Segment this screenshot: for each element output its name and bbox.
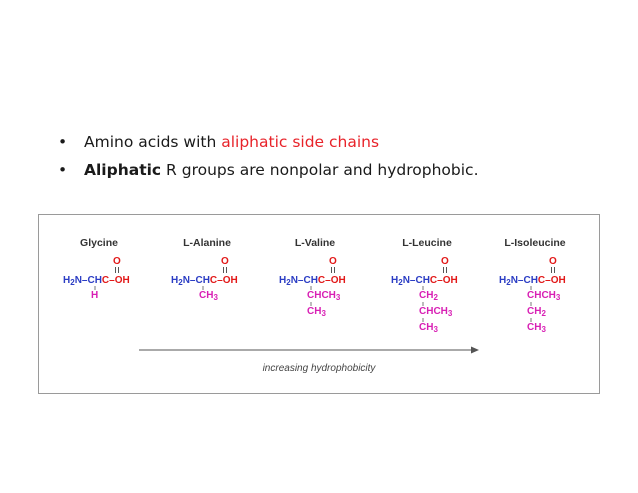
amino-acid-glycine (43, 215, 155, 345)
bullet-dot: • (58, 133, 68, 151)
side-chain-group: $CH_2$ (527, 306, 546, 318)
backbone-formula: $H_2N-CHC-OH$ (499, 275, 566, 287)
structure-formula (479, 253, 591, 348)
carbonyl-oxygen: O (221, 256, 229, 267)
arrow-label: increasing hydrophobicity (262, 363, 376, 374)
bullet-list (58, 128, 479, 184)
amino-acid-l-alanine (151, 215, 263, 345)
side-chain-group: $CH_3$ (199, 290, 218, 302)
structure-formula (151, 253, 263, 348)
backbone-formula: $H_2N-CHC-OH$ (391, 275, 458, 287)
side-chain-group: $CH_3$ (307, 306, 326, 318)
side-chain-group: $CHCH_3$ (419, 306, 453, 318)
amino-acid-name: L-Isoleucine (504, 237, 566, 249)
bullet-text: Amino acids with (84, 133, 222, 151)
bullet-bold-term: Aliphatic (84, 161, 162, 179)
structure-formula (43, 253, 155, 348)
carbonyl-oxygen: O (329, 256, 337, 267)
amino-acid-figure (38, 214, 600, 394)
bullet-text: R groups are nonpolar and hydrophobic. (161, 161, 479, 179)
side-chain-group: $CH_3$ (527, 322, 546, 334)
bullet-dot: • (58, 161, 68, 179)
side-chain-group: H (91, 290, 99, 301)
carbonyl-oxygen: O (549, 256, 557, 267)
amino-acid-name: Glycine (80, 237, 118, 249)
carbonyl-oxygen: O (113, 256, 121, 267)
backbone-formula: $H_2N-CHC-OH$ (279, 275, 346, 287)
amino-acid-name: L-Valine (294, 237, 336, 249)
carbonyl-oxygen: O (441, 256, 449, 267)
bullet-highlight: aliphatic side chains (221, 133, 380, 151)
structure-formula (371, 253, 483, 348)
amino-acid-l-leucine (371, 215, 483, 345)
backbone-formula: $H_2N-CHC-OH$ (171, 275, 238, 287)
bullet-item-1 (58, 128, 479, 156)
amino-acid-l-valine (259, 215, 371, 345)
side-chain-group: $CHCH_3$ (307, 290, 341, 302)
amino-acid-name: L-Leucine (402, 237, 452, 249)
backbone-formula: $H_2N-CHC-OH$ (63, 275, 130, 287)
structure-formula (259, 253, 371, 348)
amino-acid-l-isoleucine (479, 215, 591, 345)
side-chain-group: $CH_3$ (419, 322, 438, 334)
side-chain-group: $CHCH_3$ (527, 290, 561, 302)
bullet-item-2 (58, 156, 479, 184)
side-chain-group: $CH_2$ (419, 290, 438, 302)
amino-acid-name: L-Alanine (183, 237, 231, 249)
